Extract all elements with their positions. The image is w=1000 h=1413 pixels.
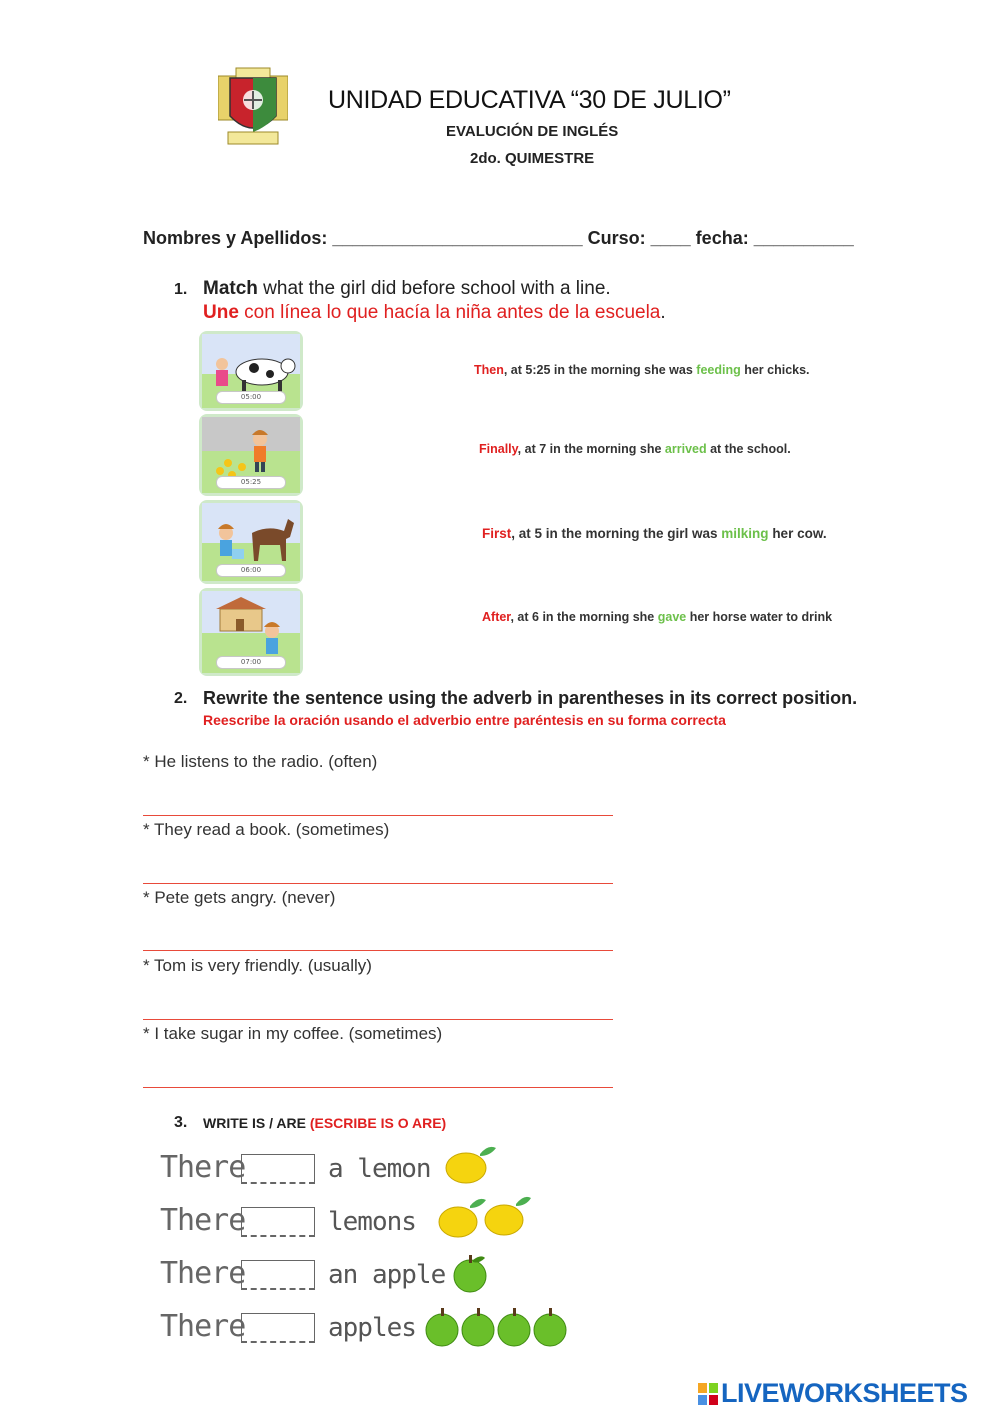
q2-number: 2. bbox=[174, 690, 188, 707]
liveworksheets-logo: LIVEWORKSHEETS bbox=[698, 1378, 968, 1409]
noun-label: apples bbox=[328, 1313, 416, 1343]
sentence-1: * He listens to the radio. (often) bbox=[143, 752, 378, 771]
picture-horse[interactable] bbox=[199, 500, 303, 584]
noun-label: an apple bbox=[328, 1260, 446, 1290]
sentence-5: * I take sugar in my coffee. (sometimes) bbox=[143, 1024, 443, 1043]
there-label: There bbox=[160, 1256, 246, 1291]
noun-label: a lemon bbox=[328, 1154, 431, 1184]
answer-line-2[interactable] bbox=[143, 883, 613, 884]
statement-finally[interactable]: Finally, at 7 in the morning she arrived at the school. bbox=[479, 442, 791, 456]
q3-instruction: WRITE IS / ARE (ESCRIBE IS O ARE) bbox=[203, 1115, 447, 1131]
answer-box-4[interactable] bbox=[241, 1313, 315, 1343]
lemons-icon bbox=[436, 1190, 532, 1245]
picture-school[interactable] bbox=[199, 588, 303, 676]
lemon-icon bbox=[442, 1140, 498, 1191]
statement-after[interactable]: After, at 6 in the morning she gave her horse water to drink bbox=[482, 610, 833, 624]
picture-chicks[interactable] bbox=[199, 414, 303, 496]
sentence-3: * Pete gets angry. (never) bbox=[143, 888, 336, 907]
sentence-4: * Tom is very friendly. (usually) bbox=[143, 956, 372, 975]
answer-line-4[interactable] bbox=[143, 1019, 613, 1020]
noun-label: lemons bbox=[328, 1207, 416, 1237]
answer-line-5[interactable] bbox=[143, 1087, 613, 1088]
there-label: There bbox=[160, 1203, 246, 1238]
q2-instruction-es: Reescribe la oración usando el adverbio entre paréntesis en su forma correcta bbox=[203, 712, 726, 728]
school-name: UNIDAD EDUCATIVA “30 DE JULIO” bbox=[328, 86, 731, 114]
q1-number: 1. bbox=[174, 281, 188, 298]
picture-time: 05:25 bbox=[216, 476, 286, 489]
q1-instruction-es: Une con línea lo que hacía la niña antes de la escuela. bbox=[203, 302, 666, 323]
answer-box-2[interactable] bbox=[241, 1207, 315, 1237]
picture-time: 07:00 bbox=[216, 656, 286, 669]
q2-instruction-en: Rewrite the sentence using the adverb in parentheses in its correct position. bbox=[203, 688, 858, 708]
q1-instruction-en: Match what the girl did before school with a line. bbox=[203, 278, 611, 299]
exam-term: 2do. QUIMESTRE bbox=[470, 150, 595, 167]
there-label: There bbox=[160, 1150, 246, 1185]
there-label: There bbox=[160, 1309, 246, 1344]
apple-icon bbox=[451, 1252, 491, 1299]
exam-subtitle: EVALUCIÓN DE INGLÉS bbox=[446, 123, 619, 140]
student-info-line[interactable]: Nombres y Apellidos: _________________________ Curso: ____ fecha: __________ bbox=[143, 228, 854, 248]
school-crest-logo bbox=[218, 66, 288, 148]
answer-box-3[interactable] bbox=[241, 1260, 315, 1290]
picture-time: 05:00 bbox=[216, 391, 286, 404]
statement-first[interactable]: First, at 5 in the morning the girl was milking her cow. bbox=[482, 526, 827, 541]
apples-icon bbox=[424, 1303, 574, 1354]
answer-box-1[interactable] bbox=[241, 1154, 315, 1184]
picture-cow[interactable] bbox=[199, 331, 303, 411]
picture-time: 06:00 bbox=[216, 564, 286, 577]
sentence-2: * They read a book. (sometimes) bbox=[143, 820, 390, 839]
statement-then[interactable]: Then, at 5:25 in the morning she was feeding her chicks. bbox=[474, 363, 810, 377]
q3-number: 3. bbox=[174, 1114, 188, 1131]
liveworksheets-icon bbox=[698, 1381, 718, 1403]
answer-line-1[interactable] bbox=[143, 815, 613, 816]
answer-line-3[interactable] bbox=[143, 950, 613, 951]
